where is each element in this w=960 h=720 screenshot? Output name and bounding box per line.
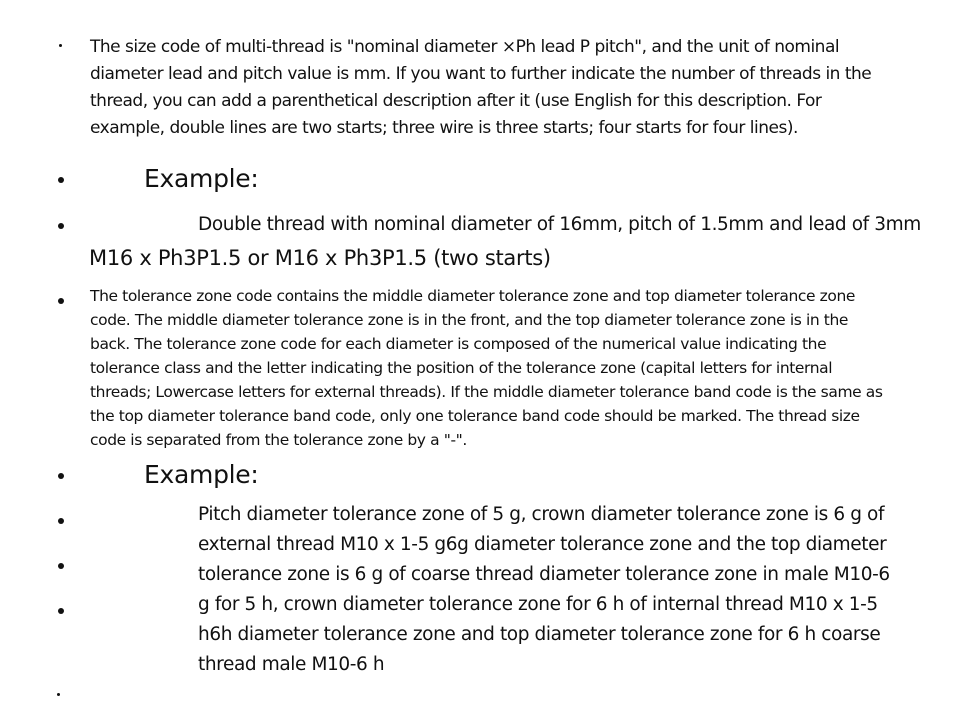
example-heading: Example: [144,460,259,489]
multithread-description: The size code of multi-thread is "nominal diameter ×Ph lead P pitch", and the unit of nominal diameter lead and pitch value is mm. If you want to further indicate the number of threads in the thread, you can add a parenthetical description after it (use English for this description. For example, double lines are two starts; three wire is three starts; four starts for four lines). [90,37,872,138]
list-bullet [58,473,64,479]
list-bullet [58,518,64,524]
example-description: Pitch diameter tolerance zone of 5 g, crown diameter tolerance zone is 6 g of external thread M10 x 1-5 g6g diameter tolerance zone and the top diameter tolerance zone is 6 g of coarse thread diameter tolerance zone in male M10-6 g for 5 h, crown diameter tolerance zone for 6 h of internal thread M10 x 1-5 h6h diameter tolerance zone and top diameter tolerance zone for 6 h coarse thread male M10-6 h [198,504,890,675]
list-bullet [58,177,64,183]
example-heading: Example: [144,164,259,193]
example-description: Double thread with nominal diameter of 16mm, pitch of 1.5mm and lead of 3mm [198,214,921,235]
list-bullet [58,608,64,614]
list-bullet [58,223,64,229]
list-bullet [58,298,64,304]
example-code: M16 x Ph3P1.5 or M16 x Ph3P1.5 (two starts) [89,246,551,270]
tolerance-description: The tolerance zone code contains the middle diameter tolerance zone and top diameter tolerance zone code. The middle diameter tolerance zone is in the front, and the top diameter tolerance zone is in the back. The tolerance zone code for each diameter is composed of the numerical value indicating the tolerance class and the letter indicating the position of the tolerance zone (capital letters for internal threads; Lowercase letters for external threads). If the middle diameter tolerance band code is the same as the top diameter tolerance band code, only one tolerance band code should be marked. The thread size code is separated from the tolerance zone by a "-". [90,287,883,449]
list-bullet [58,563,64,569]
list-bullet [57,693,60,696]
list-bullet [59,44,62,47]
